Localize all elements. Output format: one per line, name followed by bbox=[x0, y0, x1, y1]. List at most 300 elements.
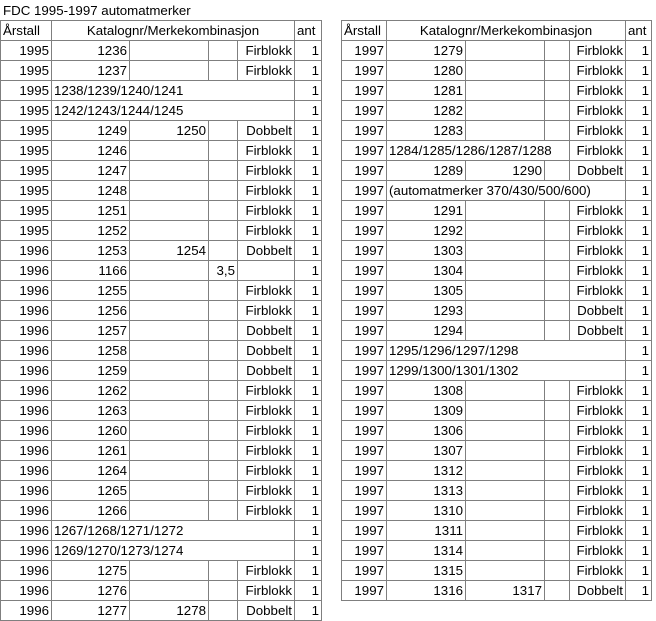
count-cell[interactable]: 1 bbox=[626, 481, 652, 501]
catalog-number-cell[interactable]: 1236 bbox=[52, 41, 130, 61]
catalog-combination-cell[interactable]: 1242/1243/1244/1245 bbox=[52, 101, 295, 121]
pair-number-cell[interactable] bbox=[130, 361, 209, 381]
year-cell[interactable]: 1996 bbox=[1, 561, 52, 581]
block-type-cell[interactable]: Firblokk bbox=[238, 561, 295, 581]
year-cell[interactable]: 1997 bbox=[342, 561, 387, 581]
pair-number-cell[interactable] bbox=[466, 541, 545, 561]
catalog-combination-cell[interactable]: 1299/1300/1301/1302 bbox=[387, 361, 626, 381]
value-cell[interactable] bbox=[209, 181, 238, 201]
year-cell[interactable]: 1997 bbox=[342, 41, 387, 61]
catalog-number-cell[interactable]: 1266 bbox=[52, 501, 130, 521]
count-cell[interactable]: 1 bbox=[295, 541, 322, 561]
value-cell[interactable] bbox=[209, 361, 238, 381]
value-cell[interactable] bbox=[209, 601, 238, 621]
count-cell[interactable]: 1 bbox=[295, 221, 322, 241]
catalog-number-cell[interactable]: 1261 bbox=[52, 441, 130, 461]
count-cell[interactable]: 1 bbox=[295, 381, 322, 401]
pair-number-cell[interactable] bbox=[466, 41, 545, 61]
year-cell[interactable]: 1997 bbox=[342, 121, 387, 141]
year-cell[interactable]: 1997 bbox=[342, 281, 387, 301]
block-type-cell[interactable]: Dobbelt bbox=[238, 601, 295, 621]
block-type-cell[interactable]: Firblokk bbox=[238, 41, 295, 61]
pair-number-cell[interactable] bbox=[130, 581, 209, 601]
count-cell[interactable]: 1 bbox=[295, 461, 322, 481]
pair-number-cell[interactable] bbox=[466, 121, 545, 141]
count-cell[interactable]: 1 bbox=[295, 261, 322, 281]
count-cell[interactable]: 1 bbox=[626, 121, 652, 141]
count-cell[interactable]: 1 bbox=[295, 401, 322, 421]
count-cell[interactable]: 1 bbox=[295, 501, 322, 521]
catalog-number-cell[interactable]: 1281 bbox=[387, 81, 466, 101]
year-cell[interactable]: 1997 bbox=[342, 401, 387, 421]
value-cell[interactable] bbox=[209, 401, 238, 421]
pair-number-cell[interactable] bbox=[130, 501, 209, 521]
count-cell[interactable]: 1 bbox=[626, 521, 652, 541]
value-cell[interactable] bbox=[545, 581, 570, 601]
year-cell[interactable]: 1997 bbox=[342, 161, 387, 181]
pair-number-cell[interactable] bbox=[130, 321, 209, 341]
catalog-number-cell[interactable]: 1315 bbox=[387, 561, 466, 581]
count-cell[interactable]: 1 bbox=[295, 581, 322, 601]
catalog-number-cell[interactable]: 1258 bbox=[52, 341, 130, 361]
year-cell[interactable]: 1996 bbox=[1, 421, 52, 441]
catalog-number-cell[interactable]: 1255 bbox=[52, 281, 130, 301]
count-cell[interactable]: 1 bbox=[626, 341, 652, 361]
count-cell[interactable]: 1 bbox=[626, 361, 652, 381]
block-type-cell[interactable]: Dobbelt bbox=[238, 341, 295, 361]
count-cell[interactable]: 1 bbox=[295, 81, 322, 101]
pair-number-cell[interactable] bbox=[466, 241, 545, 261]
year-cell[interactable]: 1995 bbox=[1, 81, 52, 101]
value-cell[interactable] bbox=[209, 141, 238, 161]
block-type-cell[interactable]: Dobbelt bbox=[238, 121, 295, 141]
catalog-number-cell[interactable]: 1310 bbox=[387, 501, 466, 521]
year-cell[interactable]: 1997 bbox=[342, 501, 387, 521]
block-type-cell[interactable]: Dobbelt bbox=[570, 581, 626, 601]
count-cell[interactable]: 1 bbox=[626, 501, 652, 521]
value-cell[interactable] bbox=[545, 81, 570, 101]
year-cell[interactable]: 1997 bbox=[342, 581, 387, 601]
count-cell[interactable]: 1 bbox=[626, 241, 652, 261]
pair-number-cell[interactable] bbox=[466, 561, 545, 581]
value-cell[interactable] bbox=[209, 501, 238, 521]
pair-number-cell[interactable] bbox=[130, 221, 209, 241]
count-cell[interactable]: 1 bbox=[626, 201, 652, 221]
value-cell[interactable] bbox=[545, 461, 570, 481]
catalog-combination-cell[interactable]: 1295/1296/1297/1298 bbox=[387, 341, 626, 361]
year-cell[interactable]: 1995 bbox=[1, 41, 52, 61]
pair-number-cell[interactable] bbox=[130, 481, 209, 501]
catalog-number-cell[interactable]: 1289 bbox=[387, 161, 466, 181]
pair-number-cell[interactable] bbox=[466, 301, 545, 321]
block-type-cell[interactable]: Firblokk bbox=[238, 181, 295, 201]
header-count[interactable]: ant bbox=[295, 21, 322, 41]
count-cell[interactable]: 1 bbox=[295, 121, 322, 141]
pair-number-cell[interactable] bbox=[130, 181, 209, 201]
catalog-number-cell[interactable]: 1291 bbox=[387, 201, 466, 221]
year-cell[interactable]: 1997 bbox=[342, 361, 387, 381]
block-type-cell[interactable]: Firblokk bbox=[238, 501, 295, 521]
catalog-number-cell[interactable]: 1264 bbox=[52, 461, 130, 481]
pair-number-cell[interactable] bbox=[466, 261, 545, 281]
block-type-cell[interactable]: Firblokk bbox=[570, 541, 626, 561]
catalog-number-cell[interactable]: 1303 bbox=[387, 241, 466, 261]
catalog-number-cell[interactable]: 1309 bbox=[387, 401, 466, 421]
year-cell[interactable]: 1997 bbox=[342, 221, 387, 241]
value-cell[interactable] bbox=[545, 521, 570, 541]
count-cell[interactable]: 1 bbox=[295, 141, 322, 161]
block-type-cell[interactable]: Firblokk bbox=[238, 141, 295, 161]
count-cell[interactable]: 1 bbox=[626, 261, 652, 281]
catalog-number-cell[interactable]: 1260 bbox=[52, 421, 130, 441]
pair-number-cell[interactable] bbox=[466, 281, 545, 301]
pair-number-cell[interactable] bbox=[130, 61, 209, 81]
catalog-combination-cell[interactable]: (automatmerker 370/430/500/600) bbox=[387, 181, 626, 201]
header-catalog[interactable]: Katalognr/Merkekombinasjon bbox=[387, 21, 626, 41]
block-type-cell[interactable]: Firblokk bbox=[238, 441, 295, 461]
value-cell[interactable] bbox=[209, 581, 238, 601]
value-cell[interactable] bbox=[545, 541, 570, 561]
catalog-number-cell[interactable]: 1279 bbox=[387, 41, 466, 61]
catalog-number-cell[interactable]: 1292 bbox=[387, 221, 466, 241]
value-cell[interactable] bbox=[209, 421, 238, 441]
block-type-cell[interactable]: Firblokk bbox=[570, 141, 626, 161]
count-cell[interactable]: 1 bbox=[626, 61, 652, 81]
catalog-number-cell[interactable]: 1265 bbox=[52, 481, 130, 501]
year-cell[interactable]: 1996 bbox=[1, 241, 52, 261]
pair-number-cell[interactable] bbox=[130, 381, 209, 401]
pair-number-cell[interactable] bbox=[466, 81, 545, 101]
value-cell[interactable] bbox=[545, 381, 570, 401]
count-cell[interactable]: 1 bbox=[626, 441, 652, 461]
value-cell[interactable] bbox=[209, 341, 238, 361]
year-cell[interactable]: 1997 bbox=[342, 81, 387, 101]
pair-number-cell[interactable] bbox=[466, 101, 545, 121]
block-type-cell[interactable]: Firblokk bbox=[238, 61, 295, 81]
block-type-cell[interactable]: Firblokk bbox=[570, 261, 626, 281]
header-year[interactable]: Årstall bbox=[342, 21, 387, 41]
value-cell[interactable] bbox=[209, 121, 238, 141]
year-cell[interactable]: 1997 bbox=[342, 341, 387, 361]
block-type-cell[interactable]: Firblokk bbox=[570, 101, 626, 121]
block-type-cell[interactable]: Dobbelt bbox=[238, 361, 295, 381]
block-type-cell[interactable]: Dobbelt bbox=[570, 161, 626, 181]
value-cell[interactable] bbox=[545, 41, 570, 61]
pair-number-cell[interactable] bbox=[466, 201, 545, 221]
count-cell[interactable]: 1 bbox=[626, 181, 652, 201]
count-cell[interactable]: 1 bbox=[295, 101, 322, 121]
block-type-cell[interactable]: Firblokk bbox=[238, 221, 295, 241]
block-type-cell[interactable]: Firblokk bbox=[570, 561, 626, 581]
block-type-cell[interactable]: Firblokk bbox=[570, 201, 626, 221]
value-cell[interactable] bbox=[209, 241, 238, 261]
year-cell[interactable]: 1997 bbox=[342, 141, 387, 161]
count-cell[interactable]: 1 bbox=[626, 301, 652, 321]
catalog-number-cell[interactable]: 1308 bbox=[387, 381, 466, 401]
value-cell[interactable] bbox=[209, 301, 238, 321]
block-type-cell[interactable]: Firblokk bbox=[570, 421, 626, 441]
catalog-number-cell[interactable]: 1305 bbox=[387, 281, 466, 301]
block-type-cell[interactable]: Firblokk bbox=[238, 281, 295, 301]
value-cell[interactable] bbox=[209, 461, 238, 481]
value-cell[interactable] bbox=[209, 61, 238, 81]
value-cell[interactable] bbox=[545, 201, 570, 221]
catalog-number-cell[interactable]: 1251 bbox=[52, 201, 130, 221]
value-cell[interactable] bbox=[209, 561, 238, 581]
block-type-cell[interactable]: Firblokk bbox=[570, 41, 626, 61]
catalog-combination-cell[interactable]: 1269/1270/1273/1274 bbox=[52, 541, 295, 561]
year-cell[interactable]: 1995 bbox=[1, 161, 52, 181]
year-cell[interactable]: 1995 bbox=[1, 141, 52, 161]
catalog-number-cell[interactable]: 1256 bbox=[52, 301, 130, 321]
value-cell[interactable] bbox=[209, 381, 238, 401]
year-cell[interactable]: 1997 bbox=[342, 181, 387, 201]
value-cell[interactable] bbox=[209, 41, 238, 61]
pair-number-cell[interactable] bbox=[130, 281, 209, 301]
count-cell[interactable]: 1 bbox=[295, 341, 322, 361]
pair-number-cell[interactable] bbox=[130, 141, 209, 161]
catalog-number-cell[interactable]: 1276 bbox=[52, 581, 130, 601]
pair-number-cell[interactable] bbox=[130, 461, 209, 481]
block-type-cell[interactable]: Firblokk bbox=[570, 501, 626, 521]
block-type-cell[interactable] bbox=[238, 261, 295, 281]
value-cell[interactable] bbox=[545, 561, 570, 581]
pair-number-cell[interactable] bbox=[130, 421, 209, 441]
block-type-cell[interactable]: Firblokk bbox=[570, 381, 626, 401]
block-type-cell[interactable]: Dobbelt bbox=[238, 241, 295, 261]
pair-number-cell[interactable] bbox=[466, 461, 545, 481]
pair-number-cell[interactable] bbox=[130, 261, 209, 281]
pair-number-cell[interactable]: 1254 bbox=[130, 241, 209, 261]
count-cell[interactable]: 1 bbox=[295, 161, 322, 181]
value-cell[interactable] bbox=[209, 281, 238, 301]
catalog-number-cell[interactable]: 1247 bbox=[52, 161, 130, 181]
count-cell[interactable]: 1 bbox=[626, 561, 652, 581]
block-type-cell[interactable]: Firblokk bbox=[570, 81, 626, 101]
count-cell[interactable]: 1 bbox=[295, 281, 322, 301]
year-cell[interactable]: 1996 bbox=[1, 381, 52, 401]
catalog-number-cell[interactable]: 1316 bbox=[387, 581, 466, 601]
year-cell[interactable]: 1997 bbox=[342, 261, 387, 281]
catalog-number-cell[interactable]: 1313 bbox=[387, 481, 466, 501]
year-cell[interactable]: 1996 bbox=[1, 301, 52, 321]
value-cell[interactable] bbox=[209, 441, 238, 461]
catalog-number-cell[interactable]: 1311 bbox=[387, 521, 466, 541]
year-cell[interactable]: 1996 bbox=[1, 481, 52, 501]
count-cell[interactable]: 1 bbox=[295, 561, 322, 581]
count-cell[interactable]: 1 bbox=[295, 601, 322, 621]
year-cell[interactable]: 1996 bbox=[1, 341, 52, 361]
catalog-number-cell[interactable]: 1237 bbox=[52, 61, 130, 81]
pair-number-cell[interactable] bbox=[130, 161, 209, 181]
year-cell[interactable]: 1996 bbox=[1, 401, 52, 421]
count-cell[interactable]: 1 bbox=[626, 461, 652, 481]
count-cell[interactable]: 1 bbox=[295, 61, 322, 81]
count-cell[interactable]: 1 bbox=[295, 41, 322, 61]
year-cell[interactable]: 1997 bbox=[342, 201, 387, 221]
count-cell[interactable]: 1 bbox=[626, 541, 652, 561]
pair-number-cell[interactable] bbox=[130, 301, 209, 321]
pair-number-cell[interactable] bbox=[466, 501, 545, 521]
count-cell[interactable]: 1 bbox=[626, 81, 652, 101]
catalog-number-cell[interactable]: 1277 bbox=[52, 601, 130, 621]
count-cell[interactable]: 1 bbox=[626, 581, 652, 601]
value-cell[interactable] bbox=[545, 221, 570, 241]
value-cell[interactable] bbox=[545, 441, 570, 461]
year-cell[interactable]: 1996 bbox=[1, 361, 52, 381]
catalog-number-cell[interactable]: 1246 bbox=[52, 141, 130, 161]
block-type-cell[interactable]: Firblokk bbox=[238, 581, 295, 601]
pair-number-cell[interactable]: 1278 bbox=[130, 601, 209, 621]
year-cell[interactable]: 1995 bbox=[1, 201, 52, 221]
block-type-cell[interactable]: Firblokk bbox=[238, 201, 295, 221]
count-cell[interactable]: 1 bbox=[295, 521, 322, 541]
catalog-combination-cell[interactable]: 1284/1285/1286/1287/1288 bbox=[387, 141, 570, 161]
block-type-cell[interactable]: Firblokk bbox=[238, 381, 295, 401]
year-cell[interactable]: 1996 bbox=[1, 441, 52, 461]
count-cell[interactable]: 1 bbox=[626, 321, 652, 341]
block-type-cell[interactable]: Firblokk bbox=[238, 401, 295, 421]
pair-number-cell[interactable]: 1250 bbox=[130, 121, 209, 141]
value-cell[interactable] bbox=[209, 321, 238, 341]
catalog-number-cell[interactable]: 1263 bbox=[52, 401, 130, 421]
year-cell[interactable]: 1997 bbox=[342, 441, 387, 461]
pair-number-cell[interactable] bbox=[466, 321, 545, 341]
value-cell[interactable] bbox=[545, 241, 570, 261]
catalog-combination-cell[interactable]: 1267/1268/1271/1272 bbox=[52, 521, 295, 541]
year-cell[interactable]: 1996 bbox=[1, 501, 52, 521]
year-cell[interactable]: 1997 bbox=[342, 61, 387, 81]
year-cell[interactable]: 1997 bbox=[342, 461, 387, 481]
year-cell[interactable]: 1996 bbox=[1, 581, 52, 601]
value-cell[interactable] bbox=[545, 321, 570, 341]
year-cell[interactable]: 1997 bbox=[342, 321, 387, 341]
count-cell[interactable]: 1 bbox=[626, 401, 652, 421]
pair-number-cell[interactable] bbox=[130, 561, 209, 581]
year-cell[interactable]: 1996 bbox=[1, 601, 52, 621]
block-type-cell[interactable]: Firblokk bbox=[570, 461, 626, 481]
year-cell[interactable]: 1997 bbox=[342, 381, 387, 401]
pair-number-cell[interactable] bbox=[466, 381, 545, 401]
catalog-number-cell[interactable]: 1166 bbox=[52, 261, 130, 281]
header-year[interactable]: Årstall bbox=[1, 21, 52, 41]
count-cell[interactable]: 1 bbox=[626, 421, 652, 441]
year-cell[interactable]: 1997 bbox=[342, 421, 387, 441]
year-cell[interactable]: 1996 bbox=[1, 541, 52, 561]
count-cell[interactable]: 1 bbox=[295, 201, 322, 221]
catalog-number-cell[interactable]: 1249 bbox=[52, 121, 130, 141]
catalog-number-cell[interactable]: 1283 bbox=[387, 121, 466, 141]
value-cell[interactable] bbox=[545, 301, 570, 321]
catalog-number-cell[interactable]: 1307 bbox=[387, 441, 466, 461]
count-cell[interactable]: 1 bbox=[626, 41, 652, 61]
pair-number-cell[interactable] bbox=[130, 401, 209, 421]
pair-number-cell[interactable] bbox=[466, 221, 545, 241]
block-type-cell[interactable]: Firblokk bbox=[238, 421, 295, 441]
value-cell[interactable]: 3,5 bbox=[209, 261, 238, 281]
count-cell[interactable]: 1 bbox=[295, 361, 322, 381]
block-type-cell[interactable]: Dobbelt bbox=[570, 301, 626, 321]
block-type-cell[interactable]: Firblokk bbox=[570, 521, 626, 541]
pair-number-cell[interactable] bbox=[130, 441, 209, 461]
catalog-number-cell[interactable]: 1294 bbox=[387, 321, 466, 341]
pair-number-cell[interactable]: 1290 bbox=[466, 161, 545, 181]
catalog-number-cell[interactable]: 1253 bbox=[52, 241, 130, 261]
block-type-cell[interactable]: Firblokk bbox=[570, 481, 626, 501]
block-type-cell[interactable]: Firblokk bbox=[238, 481, 295, 501]
count-cell[interactable]: 1 bbox=[626, 381, 652, 401]
pair-number-cell[interactable] bbox=[130, 341, 209, 361]
catalog-number-cell[interactable]: 1293 bbox=[387, 301, 466, 321]
year-cell[interactable]: 1997 bbox=[342, 521, 387, 541]
block-type-cell[interactable]: Firblokk bbox=[570, 221, 626, 241]
count-cell[interactable]: 1 bbox=[295, 321, 322, 341]
value-cell[interactable] bbox=[209, 221, 238, 241]
count-cell[interactable]: 1 bbox=[295, 181, 322, 201]
block-type-cell[interactable]: Firblokk bbox=[570, 121, 626, 141]
count-cell[interactable]: 1 bbox=[626, 161, 652, 181]
catalog-number-cell[interactable]: 1259 bbox=[52, 361, 130, 381]
count-cell[interactable]: 1 bbox=[626, 221, 652, 241]
catalog-number-cell[interactable]: 1314 bbox=[387, 541, 466, 561]
year-cell[interactable]: 1996 bbox=[1, 261, 52, 281]
count-cell[interactable]: 1 bbox=[295, 441, 322, 461]
value-cell[interactable] bbox=[545, 281, 570, 301]
count-cell[interactable]: 1 bbox=[626, 281, 652, 301]
count-cell[interactable]: 1 bbox=[295, 481, 322, 501]
value-cell[interactable] bbox=[209, 161, 238, 181]
value-cell[interactable] bbox=[545, 261, 570, 281]
block-type-cell[interactable]: Firblokk bbox=[570, 441, 626, 461]
header-catalog[interactable]: Katalognr/Merkekombinasjon bbox=[52, 21, 295, 41]
year-cell[interactable]: 1996 bbox=[1, 461, 52, 481]
value-cell[interactable] bbox=[545, 501, 570, 521]
block-type-cell[interactable]: Dobbelt bbox=[570, 321, 626, 341]
year-cell[interactable]: 1995 bbox=[1, 61, 52, 81]
pair-number-cell[interactable] bbox=[466, 401, 545, 421]
catalog-number-cell[interactable]: 1262 bbox=[52, 381, 130, 401]
year-cell[interactable]: 1997 bbox=[342, 301, 387, 321]
count-cell[interactable]: 1 bbox=[626, 141, 652, 161]
value-cell[interactable] bbox=[545, 481, 570, 501]
catalog-number-cell[interactable]: 1257 bbox=[52, 321, 130, 341]
value-cell[interactable] bbox=[545, 101, 570, 121]
block-type-cell[interactable]: Firblokk bbox=[570, 241, 626, 261]
year-cell[interactable]: 1995 bbox=[1, 121, 52, 141]
value-cell[interactable] bbox=[209, 481, 238, 501]
year-cell[interactable]: 1995 bbox=[1, 181, 52, 201]
pair-number-cell[interactable] bbox=[466, 421, 545, 441]
value-cell[interactable] bbox=[545, 61, 570, 81]
catalog-number-cell[interactable]: 1304 bbox=[387, 261, 466, 281]
pair-number-cell[interactable]: 1317 bbox=[466, 581, 545, 601]
block-type-cell[interactable]: Firblokk bbox=[238, 301, 295, 321]
block-type-cell[interactable]: Firblokk bbox=[238, 461, 295, 481]
block-type-cell[interactable]: Firblokk bbox=[570, 401, 626, 421]
pair-number-cell[interactable] bbox=[466, 441, 545, 461]
pair-number-cell[interactable] bbox=[130, 41, 209, 61]
value-cell[interactable] bbox=[545, 421, 570, 441]
catalog-number-cell[interactable]: 1252 bbox=[52, 221, 130, 241]
year-cell[interactable]: 1997 bbox=[342, 541, 387, 561]
catalog-number-cell[interactable]: 1306 bbox=[387, 421, 466, 441]
header-count[interactable]: ant bbox=[626, 21, 652, 41]
catalog-combination-cell[interactable]: 1238/1239/1240/1241 bbox=[52, 81, 295, 101]
year-cell[interactable]: 1996 bbox=[1, 281, 52, 301]
catalog-number-cell[interactable]: 1248 bbox=[52, 181, 130, 201]
block-type-cell[interactable]: Dobbelt bbox=[238, 321, 295, 341]
year-cell[interactable]: 1996 bbox=[1, 321, 52, 341]
